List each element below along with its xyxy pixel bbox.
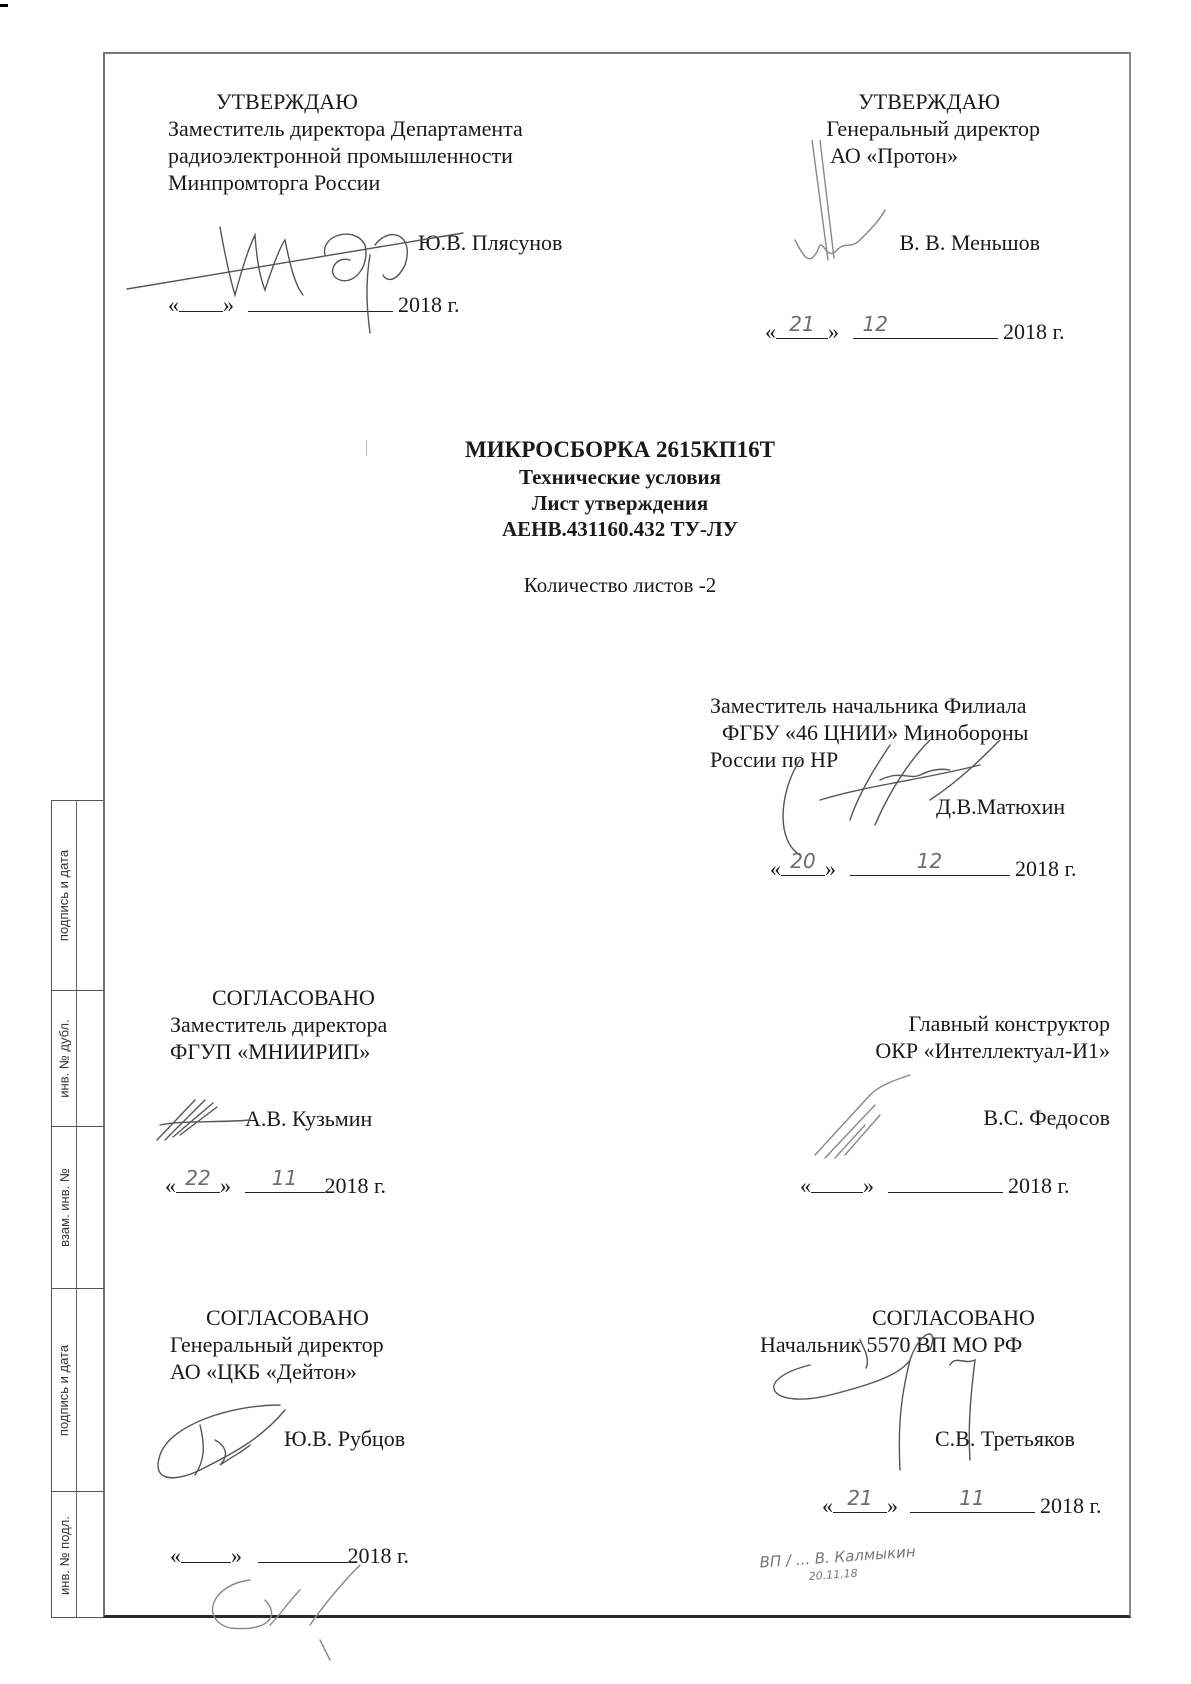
agreement-heading: СОГЛАСОВАНО — [212, 985, 375, 1010]
signatory-name: А.В. Кузьмин — [245, 1106, 373, 1131]
agreement-heading: СОГЛАСОВАНО — [206, 1305, 369, 1330]
month-field — [888, 1170, 1003, 1193]
side-cell-label: подпись и дата — [56, 849, 72, 942]
document-type: Технические условия — [518, 465, 722, 489]
month-field — [248, 289, 393, 312]
month-field: 11 — [910, 1490, 1035, 1513]
position-line: Начальник 5570 ВП МО РФ — [760, 1332, 1023, 1357]
position-line: ОКР «Интеллектуал-И1» — [875, 1038, 1110, 1063]
position-line: Заместитель директора Департамента — [168, 116, 523, 141]
product-title: МИКРОСБОРКА 2615КП16Т — [465, 437, 775, 462]
side-cell-label: подпись и дата — [56, 1344, 72, 1436]
side-cell-original-inventory — [52, 1492, 104, 1618]
agreement-mniirip — [170, 984, 490, 1132]
month-field: 11 — [245, 1170, 325, 1193]
side-cell-label: инв. № дубл. — [56, 1019, 72, 1098]
approval-right — [740, 88, 1040, 256]
month-field: 12 — [853, 316, 998, 339]
date-line: « 21 » 12 2018 г. — [765, 312, 1065, 344]
position-line: Минпромторга России — [168, 170, 381, 195]
side-cell-signature-date-1 — [52, 801, 104, 991]
position-line: России по НР — [710, 747, 839, 772]
signatory-name: Д.В.Матюхин — [936, 794, 1066, 819]
scan-tick-mark — [366, 440, 367, 456]
position-line: АО «Протон» — [830, 143, 958, 168]
day-field — [179, 289, 223, 312]
sheet-name: Лист утверждения — [531, 491, 709, 515]
year: 2018 г. — [1008, 1173, 1070, 1198]
day-field — [811, 1170, 863, 1193]
date-line: « 22 » 11 2018 г. — [165, 1166, 387, 1198]
agreement-ministry-defense — [710, 692, 1110, 820]
signatory-name: В.С. Федосов — [983, 1105, 1110, 1130]
signatory-name: С.В. Третьяков — [935, 1426, 1075, 1451]
signatory-name: Ю.В. Плясунов — [418, 230, 563, 255]
position-line: ФГБУ «46 ЦНИИ» Минобороны — [722, 720, 1029, 745]
side-cell-replacement-inventory — [52, 1127, 104, 1289]
approval-heading: УТВЕРЖДАЮ — [858, 89, 1000, 114]
side-cell-dup-inventory — [52, 991, 104, 1127]
position-line: ФГУП «МНИИРИП» — [170, 1039, 371, 1064]
year: 2018 г. — [1003, 319, 1065, 344]
position-line: АО «ЦКБ «Дейтон» — [170, 1359, 357, 1384]
handwritten-note: ВП / ... В. Калмыкин 20.11.18 — [759, 1542, 917, 1584]
day-field: 22 — [176, 1170, 220, 1193]
date-line: « 20 » 12 2018 г. — [770, 849, 1077, 881]
position-line: Генеральный директор — [170, 1332, 384, 1357]
side-cell-signature-date-2 — [52, 1289, 104, 1492]
year: 2018 г. — [1015, 856, 1077, 881]
sheet-count: Количество листов -2 — [523, 573, 717, 597]
position-line: Генеральный директор — [826, 116, 1040, 141]
date-line: « » 2018 г. — [170, 1540, 409, 1569]
approval-heading: УТВЕРЖДАЮ — [216, 89, 358, 114]
document-title-block — [380, 436, 860, 598]
month-field — [258, 1540, 348, 1563]
signatory-name: Ю.В. Рубцов — [284, 1426, 406, 1451]
approval-left — [168, 88, 638, 318]
signatory-name: В. В. Меньшов — [899, 230, 1040, 255]
agreement-chief-designer — [770, 1010, 1110, 1131]
position-line: Главный конструктор — [908, 1011, 1110, 1036]
date-line: « » 2018 г. — [800, 1170, 1070, 1199]
position-line: Заместитель начальника Филиала — [710, 693, 1027, 718]
agreement-deyton — [170, 1304, 490, 1452]
date-line: « » 2018 г. — [168, 289, 638, 318]
year: 2018 г. — [1040, 1493, 1102, 1518]
day-field — [181, 1540, 231, 1563]
scan-corner-mark — [0, 4, 8, 7]
position-line: Заместитель директора — [170, 1012, 388, 1037]
date-line: « 21 » 11 2018 г. — [822, 1486, 1102, 1518]
year: 2018 г. — [324, 1173, 387, 1198]
month-field: 12 — [850, 853, 1010, 876]
side-cell-label: взам. инв. № — [56, 1168, 72, 1247]
agreement-heading: СОГЛАСОВАНО — [872, 1305, 1035, 1330]
side-stamp-table — [51, 800, 103, 1618]
day-field: 20 — [781, 853, 825, 876]
side-cell-label: инв. № подл. — [56, 1515, 72, 1595]
year: 2018 г. — [347, 1543, 410, 1568]
year: 2018 г. — [398, 292, 460, 317]
position-line: радиоэлектронной промышленности — [168, 143, 513, 168]
day-field: 21 — [776, 316, 828, 339]
day-field: 21 — [833, 1490, 887, 1513]
agreement-vp-5570 — [760, 1304, 1100, 1452]
document-designation: АЕНВ.431160.432 ТУ-ЛУ — [501, 517, 739, 541]
